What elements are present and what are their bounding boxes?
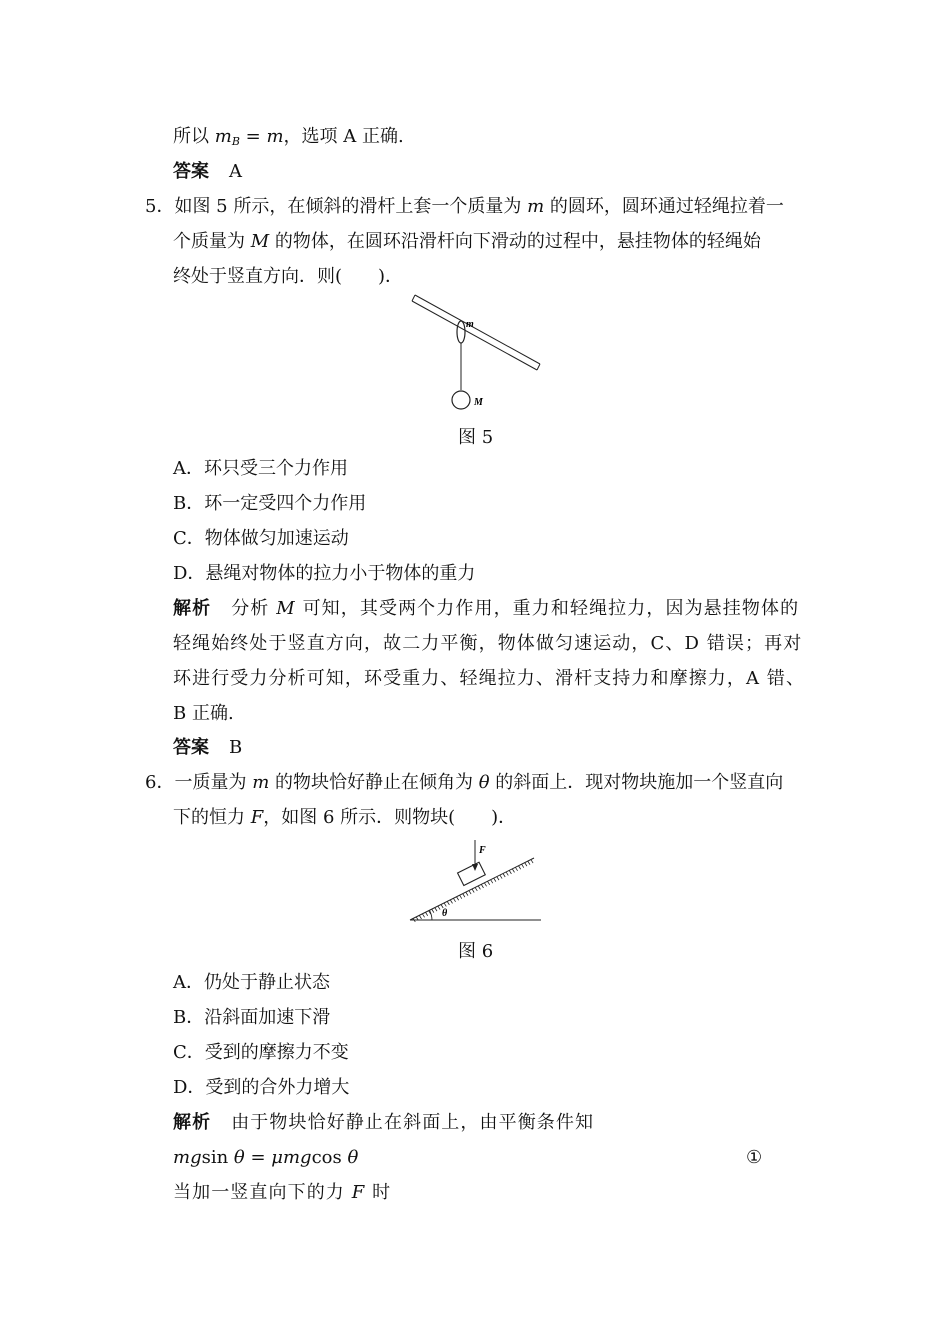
hatch-mark [453,898,455,902]
variable: F [351,1182,366,1203]
question-6-line-2 [173,806,516,830]
hatch-mark [419,915,421,919]
analysis-label: 解析 [173,1112,212,1133]
hatch-mark [515,867,517,871]
text: ，如图 6 所示．则物块( )． [263,807,517,828]
ring-label: m [466,319,474,330]
text: 当加一竖直向下的力 [173,1182,352,1203]
question-5-line-3: 终处于竖直方向．则( )． [173,266,404,287]
variable: mg [173,1147,202,1168]
option-a: A．环只受三个力作用 [173,458,348,479]
answer-label: 答案 [173,737,209,758]
sliding-rod [412,295,540,370]
option-c: C．受到的摩擦力不变 [173,1042,349,1063]
hatch-mark [519,866,521,870]
last-line [173,1181,391,1205]
hatch-mark [472,889,474,893]
block [458,862,486,885]
figure-5-caption: 图 5 [458,427,494,448]
figure-6-caption: 图 6 [458,941,494,962]
hatch-mark [522,864,524,868]
text: ，选项 A 正确. [283,126,404,147]
text: 如图 5 所示，在倾斜的滑杆上套一个质量为 [174,196,528,217]
text: sin [201,1147,234,1168]
ring [457,321,465,343]
text: 可知，其受两个力作用，重力和轻绳拉力，因为悬挂物体的 [295,598,800,619]
text: 由于物块恰好静止在斜面上，由平衡条件知 [231,1112,595,1133]
analysis-line-2: 轻绳始终处于竖直方向，故二力平衡，物体做匀速运动，C、D 错误；再对 [173,633,803,654]
question-number: 6． [145,772,175,793]
hatch-mark [478,886,480,890]
hatch-mark [525,863,527,867]
hatch-mark [484,883,486,887]
hatch-mark [512,869,514,873]
hanging-mass [452,391,470,409]
variable: m [527,196,545,217]
hatch-mark [469,891,471,895]
force-label: F [479,845,486,856]
hatch-mark [463,894,465,898]
text: 分析 [231,598,277,619]
text: = [244,1147,272,1168]
analysis-line-3: 环进行受力分析可知，环受重力、轻绳拉力、滑杆支持力和摩擦力，A 错、 [173,668,806,689]
text: 的斜面上．现对物块施加一个竖直向 [489,772,784,793]
analysis-label: 解析 [173,598,212,619]
hatch-mark [500,875,502,879]
variable: θ [233,1147,245,1168]
analysis-line-1 [173,597,799,621]
hatch-mark [422,914,424,918]
variable: M [276,598,296,619]
hatch-mark [475,887,477,891]
hatch-mark [432,909,434,913]
variable: M [250,231,270,252]
equation-line [173,1146,358,1170]
hatch-mark [450,900,452,904]
text: 的圆环，圆环通过轻绳拉着一 [544,196,784,217]
question-6-line-1 [145,771,783,795]
text: cos [311,1147,348,1168]
text: 下的恒力 [173,807,251,828]
hatch-mark [438,906,440,910]
equation-number: ① [746,1147,763,1168]
answer-line [173,736,242,760]
option-b: B．环一定受四个力作用 [173,493,367,514]
answer-value: B [229,737,243,758]
question-5-line-2 [173,230,761,254]
text: 所以 [173,126,215,147]
hatch-mark [497,877,499,881]
hatch-mark [457,897,459,901]
hatch-mark [460,895,462,899]
variable: θ [478,772,490,793]
question-5-line-1 [145,195,784,219]
variable: m [266,126,284,147]
option-b: B．沿斜面加速下滑 [173,1007,331,1028]
text: 的物体，在圆环沿滑杆向下滑动的过程中，悬挂物体的轻绳始 [269,231,761,252]
mass-label: M [474,397,483,408]
figure-5 [400,290,550,420]
text: = [239,126,267,147]
hatch-mark [466,892,468,896]
option-d: D．悬绳对物体的拉力小于物体的重力 [173,563,476,584]
hatch-mark [503,874,505,878]
question-number: 5． [145,196,175,217]
figure-6 [400,835,550,930]
variable: F [250,807,264,828]
variable: m [252,772,270,793]
hatch-mark [481,884,483,888]
hatch-mark [509,870,511,874]
option-a: A．仍处于静止状态 [173,972,330,993]
hatch-mark [494,878,496,882]
hatch-mark [528,861,530,865]
hatch-mark [531,860,533,864]
text: 的物块恰好静止在倾角为 [269,772,479,793]
option-d: D．受到的合外力增大 [173,1077,350,1098]
hatch-mark [435,908,437,912]
analysis-line-1 [173,1111,594,1135]
hatch-mark [491,880,493,884]
angle-label: θ [442,908,448,919]
text: 个质量为 [173,231,251,252]
option-c: C．物体做匀加速运动 [173,528,349,549]
variable: μmg [271,1147,312,1168]
answer-line [173,160,242,184]
answer-label: 答案 [173,161,209,182]
text-line [173,125,404,154]
text: 一质量为 [174,772,253,793]
angle-arc [430,910,433,920]
answer-value: A [229,161,242,182]
subscript: B [231,135,240,148]
hatch-mark [426,912,428,916]
hatch-mark [488,881,490,885]
analysis-line-4: B 正确. [173,703,234,724]
variable: m [214,126,232,147]
hatch-mark [447,901,449,905]
variable: θ [347,1147,359,1168]
hatch-mark [506,872,508,876]
text: 时 [365,1182,392,1203]
hatch-mark [444,903,446,907]
